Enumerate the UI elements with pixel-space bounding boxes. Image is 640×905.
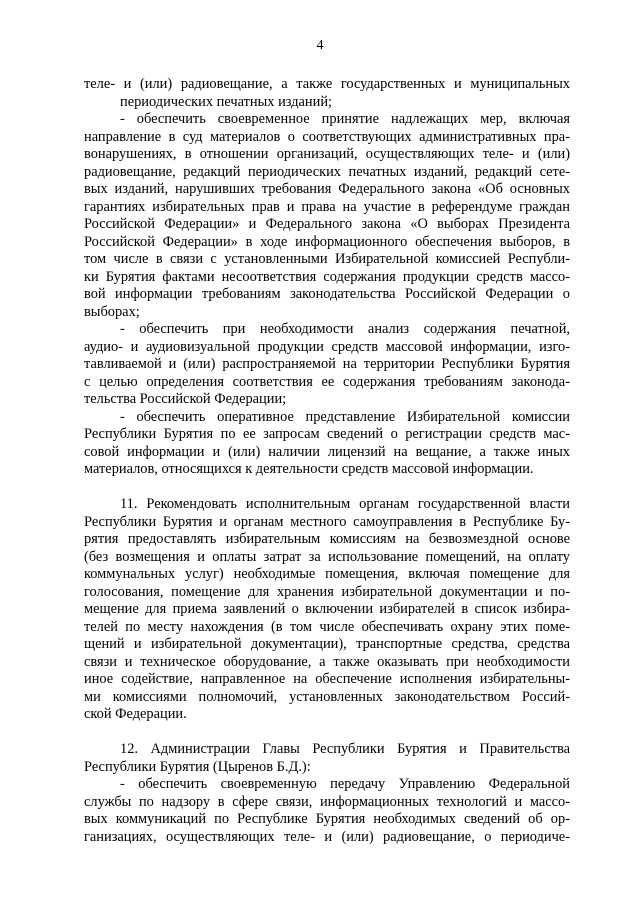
text-line: ской Федерации. [84,706,187,722]
text-line: Российской Федерации» и Федерального закона «О выборах Президента [84,216,570,232]
paragraph-p5 [84,496,570,724]
text-line: теле- и (или) радиовещание, а также государственных и муниципальных [84,76,570,92]
text-line: (без возмещения и оплаты затрат за использование помещений, на оплату [84,548,570,565]
text-line: тельства Российской Федерации; [84,391,287,407]
text-line: - обеспечить своевременную передачу Управлению Федеральной [120,776,570,792]
paragraph-p7 [84,776,570,846]
text-line: том числе в связи с установленными Избирательной комиссией Республи- [84,251,570,267]
text-line: ки Бурятия фактами несоответствия содержания продукции средств массо- [84,268,570,285]
text-line: Российской Федерации» в ходе информационного обеспечения выборов, в [84,233,570,250]
paragraph-p6 [84,741,570,776]
text-line: материалов, относящихся к деятельности средств массовой информации. [84,461,534,477]
paragraph-p1 [84,76,570,111]
text-line: связи и техническое оборудование, а также оказывать при необходимости [84,653,570,670]
text-line: коммунальных услуг) необходимые помещения, включая помещение для [84,566,570,582]
text-line: тавливаемой и (или) распространяемой на территории Республики Бурятия [84,356,570,372]
paragraph-p4 [84,409,570,479]
text-line: - обеспечить при необходимости анализ содержания печатной, [120,321,570,337]
text-line: гарантиях избирательных прав и права на участие в референдуме граждан [84,198,570,215]
text-line: вых изданий, нарушивших требования Федерального закона «Об основных [84,181,570,197]
text-line: Республики Бурятия по ее запросам сведений о регистрации средств мас- [84,426,570,442]
text-line: направление в суд материалов о соответствующих административных пра- [84,128,570,145]
text-line: службы по надзору в сфере связи, информационных технологий и массо- [84,793,570,810]
text-line: Республики Бурятия и органам местного самоуправления в Республике Бу- [84,513,570,530]
text-line: 12. Администрации Главы Республики Бурятия и Правительства [120,741,570,757]
text-line: аудио- и аудиовизуальной продукции средств массовой информации, изго- [84,338,570,355]
text-line: с целью определения соответствия ее содержания требованиям законода- [84,373,570,390]
text-line: выборах; [84,303,140,320]
text-line: радиовещание, редакций периодических печатных изданий, редакций сете- [84,163,570,180]
text-line: телей по месту нахождения (в том числе обеспечивать охрану этих поме- [84,618,570,635]
text-line: совой информации и (или) наличии лицензий на вещание, а также иных [84,443,570,460]
text-line: рятия предоставлять избирательным комиссиям на безвозмездной основе [84,531,570,547]
text-line: щений и избирательной документации), транспортные средства, средства [84,636,570,652]
page-number: 4 [316,38,324,53]
text-line: Республики Бурятия (Цыренов Б.Д.): [84,758,311,775]
text-line: голосования, помещение для хранения избирательной документации и по- [84,583,570,600]
paragraph-gap [84,724,570,742]
text-line: иное содействие, направленное на обеспечение исполнения избирательны- [84,671,570,687]
text-line: ми комиссиями полномочий, установленных законодательством Россий- [84,688,570,705]
paragraph-p3 [84,321,570,409]
text-line: вых коммуникаций по Республике Бурятия необходимых сведений об ор- [84,811,570,827]
text-line: вой информации требованиям законодательства Российской Федерации о [84,286,570,302]
text-line: мещение для приема заявлений о включении избирателей в список избира- [84,601,570,617]
paragraph-gap [84,479,570,497]
text-line: периодических печатных изданий; [120,93,333,110]
text-line: 11. Рекомендовать исполнительным органам государственной власти [120,496,570,512]
text-line: вонарушениях, в отношении организаций, осуществляющих теле- и (или) [84,146,570,162]
paragraph-p2 [84,111,570,321]
text-line: ганизациях, осуществляющих теле- и (или) радиовещание, о периодиче- [84,828,570,845]
text-line: - обеспечить своевременное принятие надлежащих мер, включая [120,111,570,127]
text-line: - обеспечить оперативное представление Избирательной комиссии [120,408,570,425]
document-body [84,76,570,846]
